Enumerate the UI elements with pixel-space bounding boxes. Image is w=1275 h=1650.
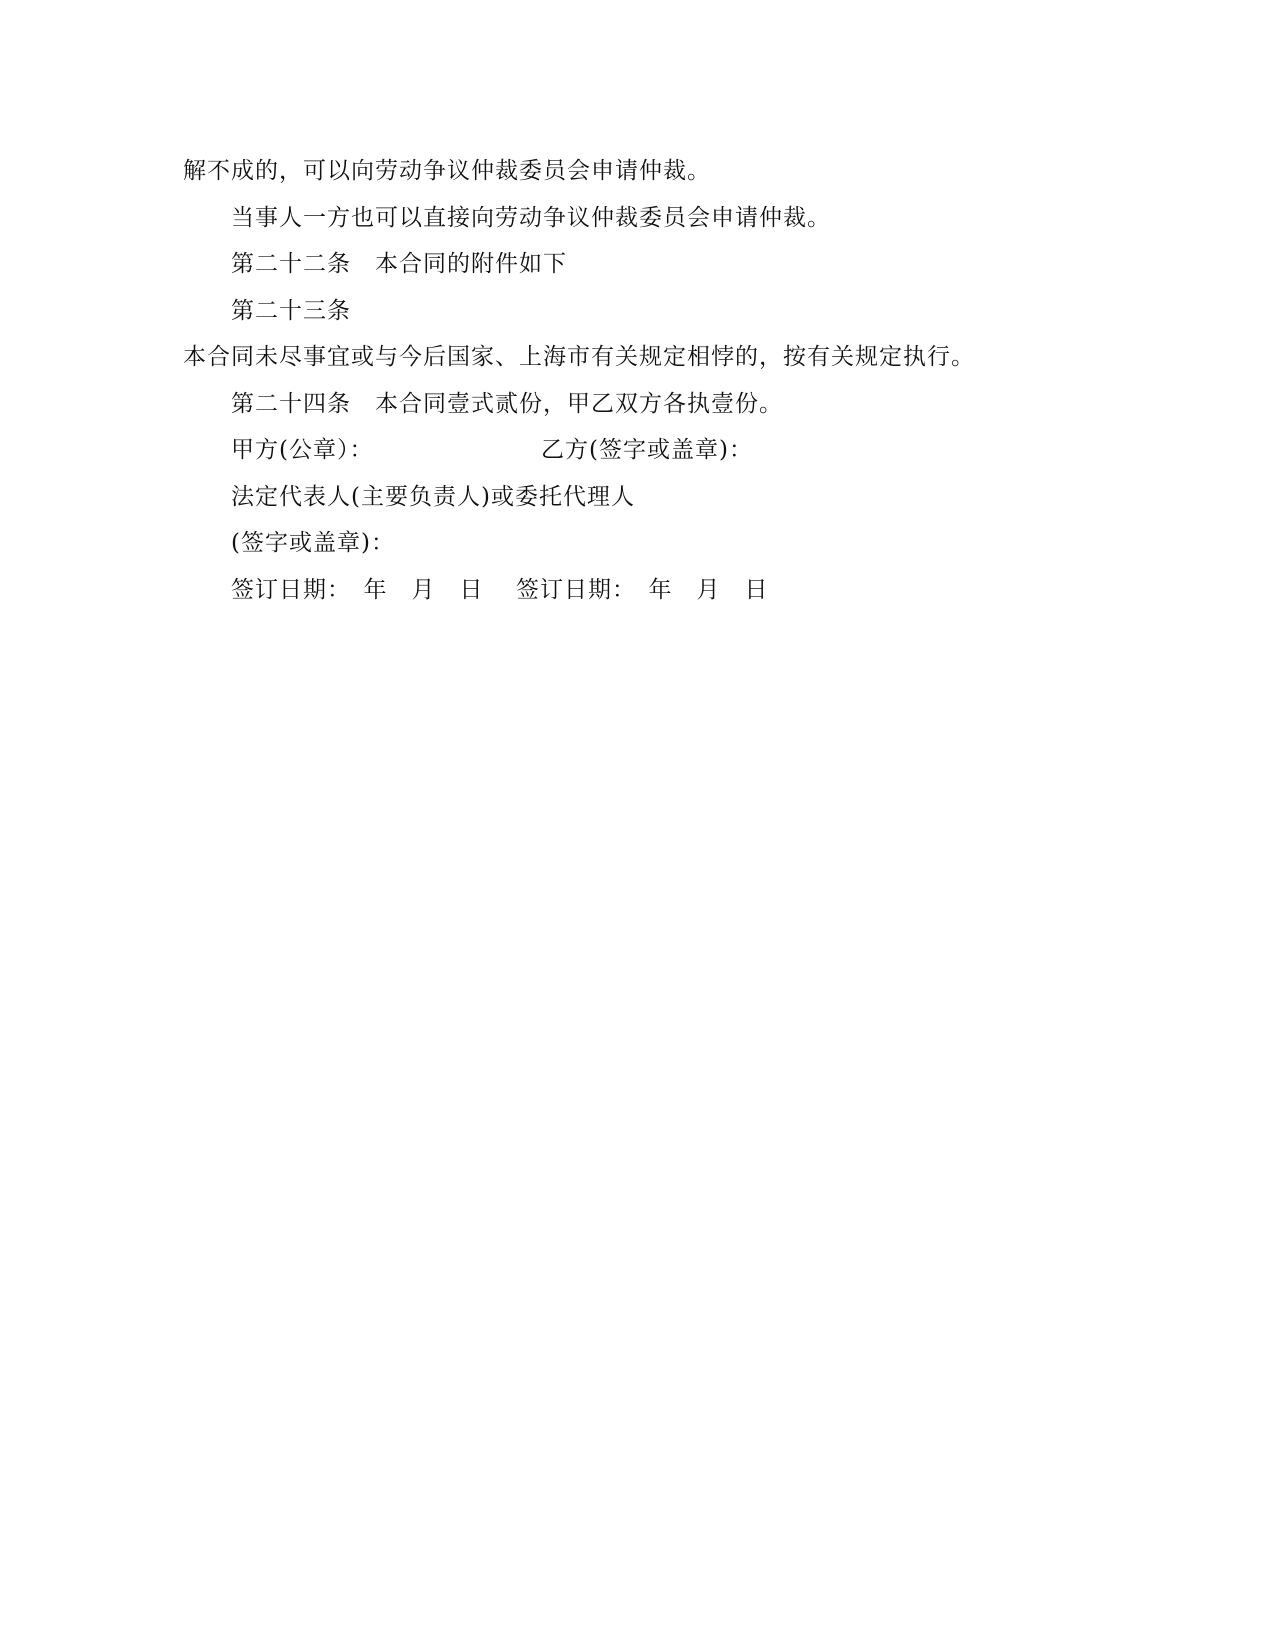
article-22: 第二十二条 本合同的附件如下 [231, 251, 567, 277]
signature-party-row [231, 435, 791, 465]
article-23-heading: 第二十三条 [231, 298, 351, 324]
representative-label: 法定代表人(主要负责人)或委托代理人 [231, 484, 635, 510]
party-b-signing-date: 签订日期： 年 月 日 [516, 577, 769, 603]
paragraph-arbitration-continuation: 解不成的，可以向劳动争议仲裁委员会申请仲裁。 [183, 158, 711, 184]
article-23-text: 本合同未尽事宜或与今后国家、上海市有关规定相悖的，按有关规定执行。 [183, 344, 975, 370]
party-a-label: 甲方(公章）： [231, 437, 374, 463]
article-24: 第二十四条 本合同壹式贰份，甲乙双方各执壹份。 [231, 391, 783, 417]
party-a-signing-date: 签订日期： 年 月 日 [231, 577, 484, 603]
paragraph-direct-arbitration: 当事人一方也可以直接向劳动争议仲裁委员会申请仲裁。 [231, 205, 831, 231]
sign-or-seal-label: (签字或盖章)： [231, 530, 395, 556]
signing-date-row [231, 575, 791, 605]
party-b-label: 乙方(签字或盖章)： [541, 437, 753, 463]
